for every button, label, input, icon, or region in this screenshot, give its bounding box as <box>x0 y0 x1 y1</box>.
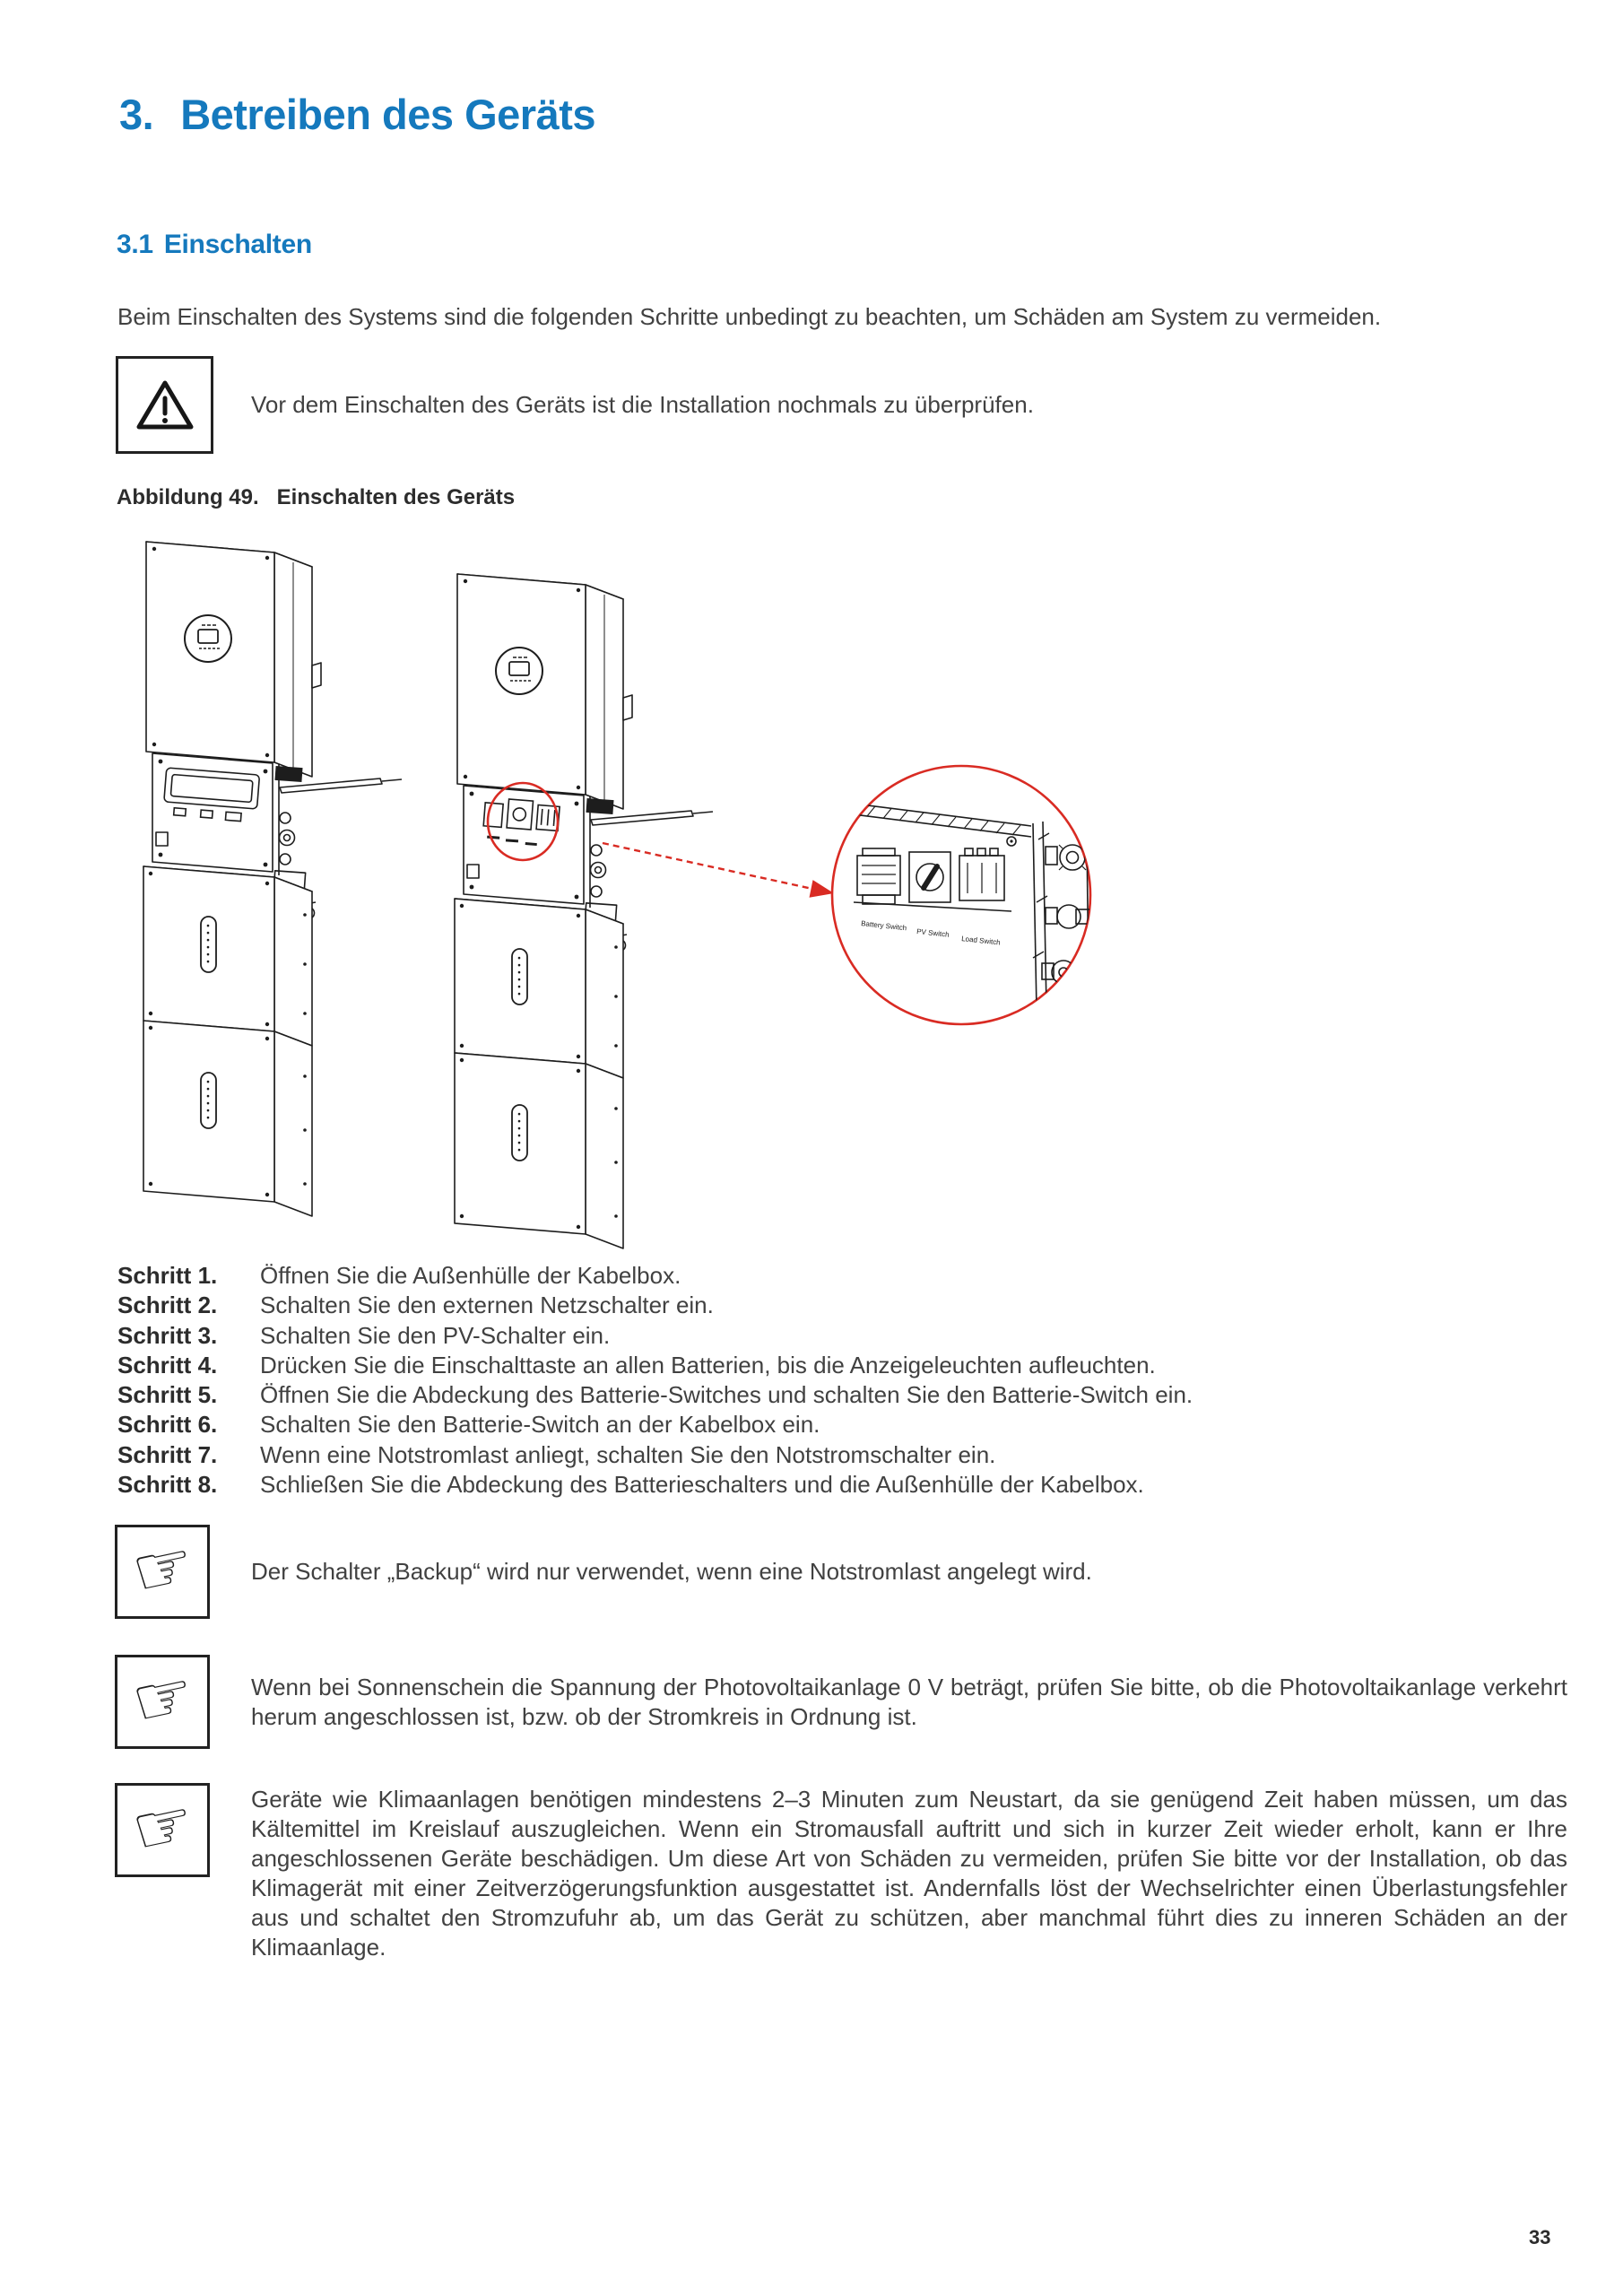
warning-triangle-icon <box>135 378 195 432</box>
step-text: Schalten Sie den PV-Schalter ein. <box>260 1321 611 1349</box>
step-label: Schritt 2. <box>117 1292 218 1319</box>
step-item <box>117 1410 1570 1439</box>
step-item <box>117 1321 1570 1351</box>
detail-circle <box>825 766 1096 1024</box>
step-label: Schritt 7. <box>117 1440 218 1468</box>
load-switch-label: Load Switch <box>960 935 1002 947</box>
step-item <box>117 1380 1570 1410</box>
pointing-hand-icon: ☞ <box>125 1652 202 1744</box>
figure-title: Einschalten des Geräts <box>276 485 516 509</box>
chapter-title: Betreiben des Geräts <box>180 91 596 138</box>
step-text: Schalten Sie den Batterie-Switch an der Kabelbox ein. <box>260 1411 820 1439</box>
note-icon-box <box>115 1522 210 1619</box>
intro-paragraph: Beim Einschalten des Systems sind die folgenden Schritte unbedingt zu beachten, um Schäden am System zu vermeiden. <box>117 303 1382 330</box>
section-number: 3.1 <box>117 230 153 259</box>
step-text: Öffnen Sie die Abdeckung des Batterie-Switches und schalten Sie den Batterie-Switch ein. <box>260 1381 1193 1409</box>
pv-switch-label: PV Switch <box>916 927 950 939</box>
step-item <box>117 1440 1570 1470</box>
device-stack-closed <box>143 542 402 1216</box>
note-line: Der Schalter „Backup“ wird nur verwendet, wenn eine Notstromlast angelegt wird. <box>251 1558 1092 1585</box>
chapter-number: 3. <box>119 91 154 138</box>
pointing-hand-icon: ☞ <box>125 1780 202 1872</box>
warning-icon-box <box>116 356 213 454</box>
step-item <box>117 1351 1570 1380</box>
note-text <box>251 1525 1567 1619</box>
steps-list <box>117 1261 1570 1500</box>
step-item <box>117 1261 1570 1291</box>
step-label: Schritt 8. <box>117 1471 218 1499</box>
battery-switch-label: Battery Switch <box>860 919 907 933</box>
device-stack-open <box>455 574 713 1248</box>
step-label: Schritt 1. <box>117 1262 218 1289</box>
figure-label: Abbildung 49. <box>117 485 259 509</box>
page-number: 33 <box>1529 2226 1551 2248</box>
step-text: Wenn eine Notstromlast anliegt, schalten Sie den Notstromschalter ein. <box>260 1440 996 1468</box>
warning-text: Vor dem Einschalten des Geräts ist die Installation nochmals zu überprüfen. <box>251 391 1034 418</box>
step-text: Drücken Sie die Einschalttaste an allen Batterien, bis die Anzeigeleuchten aufleuchten. <box>260 1351 1156 1378</box>
pointing-hand-icon: ☞ <box>125 1522 202 1613</box>
note-icon-box <box>115 1652 210 1749</box>
step-label: Schritt 4. <box>117 1351 218 1378</box>
note-icon-box <box>115 1780 210 1877</box>
callout-arrow <box>603 843 834 898</box>
step-item <box>117 1291 1570 1320</box>
step-label: Schritt 6. <box>117 1411 218 1439</box>
note-line: Wenn bei Sonnenschein die Spannung der Photovoltaikanlage 0 V beträgt, prüfen Sie bitte, ob die Photovoltaikanlage verkehrt herum angeschlossen ist, bzw. ob der Stromkreis in Ordnung ist. <box>251 1673 1567 1730</box>
step-text: Öffnen Sie die Außenhülle der Kabelbox. <box>260 1262 681 1289</box>
section-heading <box>117 230 312 260</box>
step-label: Schritt 5. <box>117 1381 218 1409</box>
chapter-heading <box>119 90 595 139</box>
figure-diagram <box>81 525 1264 1269</box>
step-label: Schritt 3. <box>117 1321 218 1349</box>
section-title: Einschalten <box>163 230 312 259</box>
step-text: Schalten Sie den externen Netzschalter ein. <box>260 1292 714 1319</box>
step-item <box>117 1470 1570 1500</box>
figure-caption <box>117 485 515 510</box>
note-text <box>251 1655 1567 1749</box>
step-text: Schließen Sie die Abdeckung des Batterieschalters und die Außenhülle der Kabelbox. <box>260 1471 1144 1499</box>
note-text: Geräte wie Klimaanlagen benötigen mindestens 2–3 Minuten zum Neustart, da sie genügend Zeit haben müssen, um das Kältemittel im Kreislauf auszugleichen. Wenn ein Stromausfall auftritt und sich in kurzer Zeit wieder erholt, kann er Ihre angeschlossenen Geräte beschädigen. Um diese Art von Schäden zu vermeiden, prüfen Sie bitte vor der Installation, ob das Klimagerät mit einer Zeitverzögerungsfunktion ausgestattet ist. Andernfalls löst der Wechselrichter einen Überlastungsfehler aus und schaltet den Stromzufuhr ab, um das Gerät zu schützen, aber manchmal führt dies zu inneren Schäden an der Klimaanlage. <box>251 1786 1567 1961</box>
